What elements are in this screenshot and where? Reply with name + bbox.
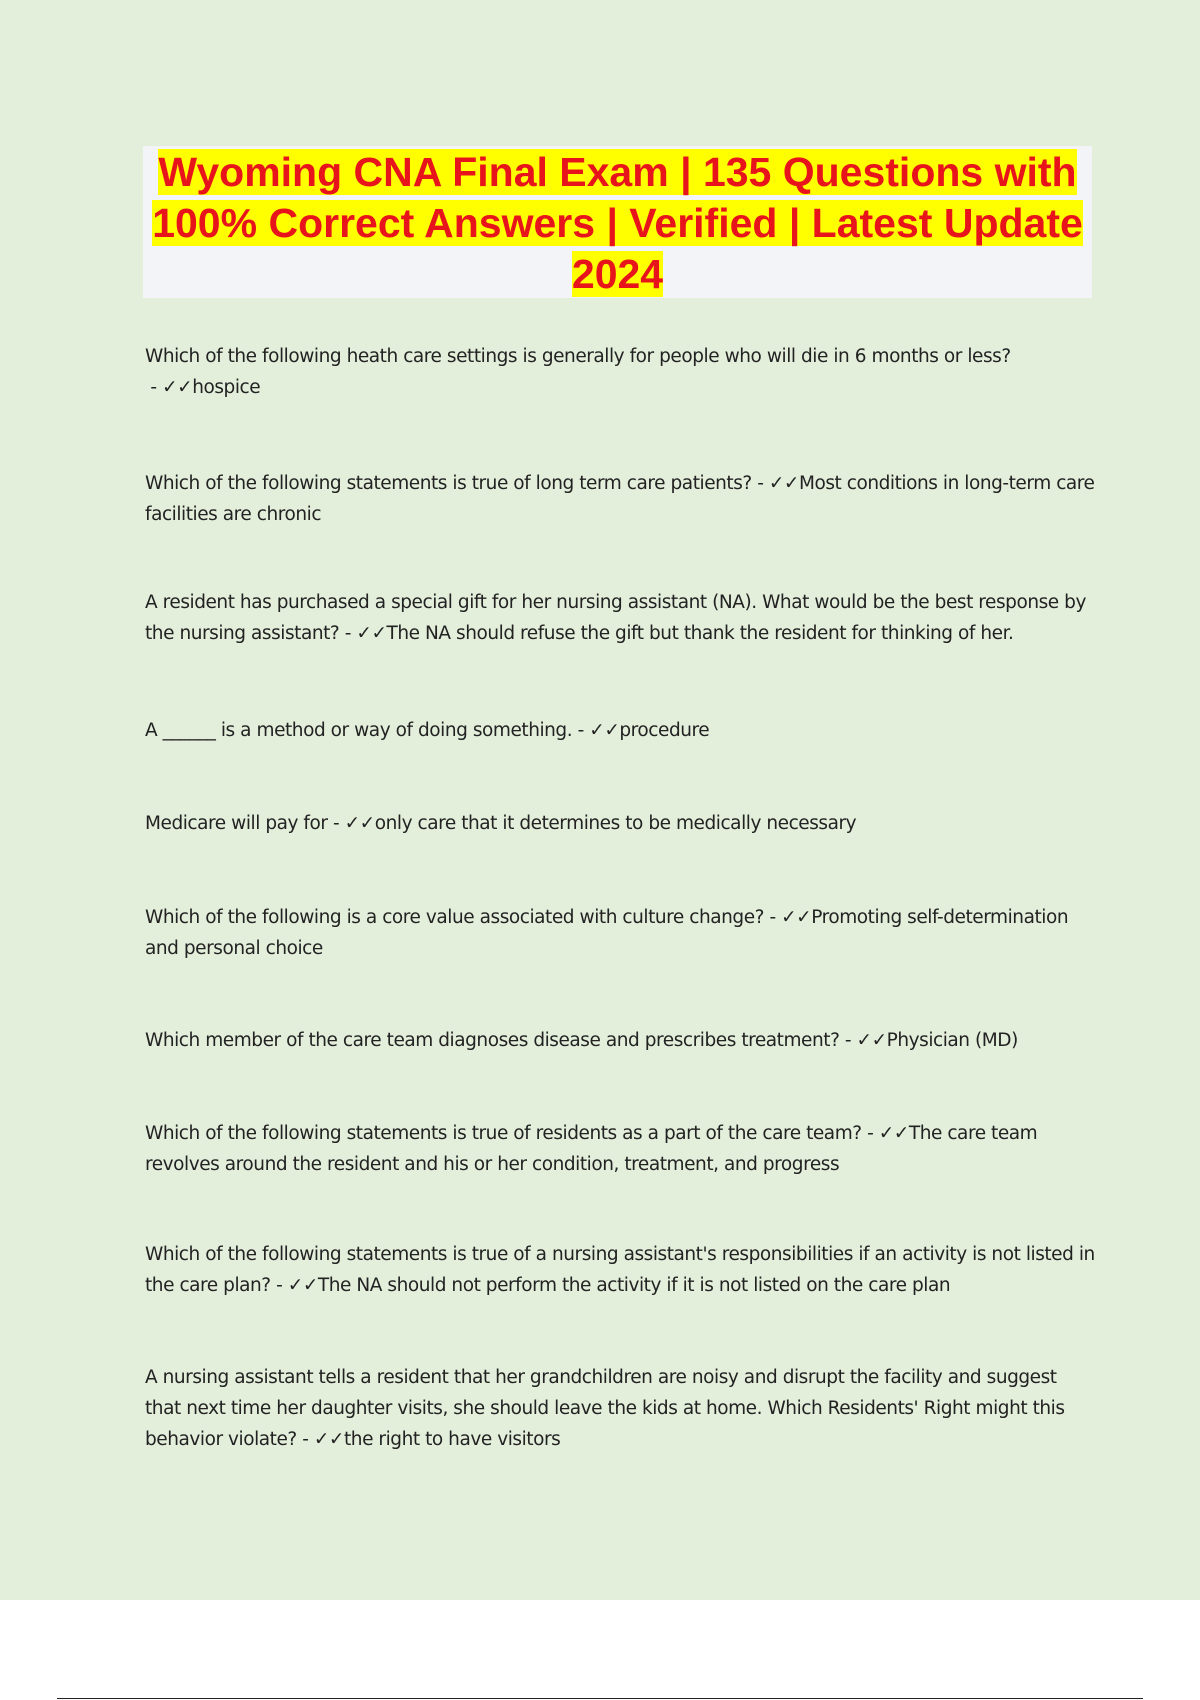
double-check-icon: ✓✓ [356, 623, 387, 644]
qa-separator: - [764, 907, 782, 928]
answer-text: Promoting self-determination and personal choice [145, 907, 1069, 959]
document-title [143, 146, 1092, 300]
qa-separator: - [839, 1030, 857, 1051]
answer-text: hospice [192, 377, 261, 398]
double-check-icon: ✓✓ [878, 1123, 909, 1144]
question-text: A resident has purchased a special gift for her nursing assistant (NA). What would be the best response by the nursing assistant? [145, 592, 1086, 644]
double-check-icon: ✓✓ [313, 1429, 344, 1450]
question-text: Which of the following statements is true of long term care patients? [145, 473, 752, 494]
qa-separator: - [327, 813, 345, 834]
answer-text: The NA should not perform the activity if it is not listed on the care plan [317, 1275, 951, 1296]
qa-separator: - [145, 377, 163, 398]
answer-text: Physician (MD) [886, 1030, 1018, 1051]
question-text: Which member of the care team diagnoses disease and prescribes treatment? [145, 1030, 840, 1051]
question-text: A nursing assistant tells a resident that her grandchildren are noisy and disrupt the facility and suggest that next time her daughter visits, she should leave the kids at home. Which Residents' Right might this behavior violate? [145, 1367, 1065, 1450]
qa-item-2 [145, 468, 1095, 530]
double-check-icon: ✓✓ [768, 473, 799, 494]
qa-item-3 [145, 587, 1095, 649]
qa-separator: - [751, 473, 769, 494]
double-check-icon: ✓✓ [162, 377, 193, 398]
title-highlight: Wyoming CNA Final Exam | 135 Questions with 100% Correct Answers | Verified | Latest Update 2024 [152, 149, 1083, 297]
qa-item-5 [145, 808, 1095, 839]
qa-item-10 [145, 1362, 1095, 1455]
qa-separator: - [572, 720, 590, 741]
answer-text: procedure [619, 720, 710, 741]
footer-divider [57, 1698, 1143, 1699]
question-text: Which of the following heath care settings is generally for people who will die in 6 months or less? [145, 346, 1011, 367]
qa-item-6 [145, 902, 1095, 964]
qa-separator: - [861, 1123, 879, 1144]
question-text: Which of the following statements is true of residents as a part of the care team? [145, 1123, 862, 1144]
question-text: A ______ is a method or way of doing something. [145, 720, 573, 741]
double-check-icon: ✓✓ [344, 813, 375, 834]
answer-text: only care that it determines to be medically necessary [374, 813, 857, 834]
qa-separator: - [296, 1429, 314, 1450]
answer-text: the right to have visitors [343, 1429, 561, 1450]
answer-text: Most conditions in long-term care facilities are chronic [145, 473, 1095, 525]
answer-text: The care team revolves around the resident and his or her condition, treatment, and progress [145, 1123, 1038, 1175]
title-box [143, 146, 1092, 298]
double-check-icon: ✓✓ [287, 1275, 318, 1296]
qa-item-9 [145, 1239, 1095, 1301]
question-text: Which of the following is a core value associated with culture change? [145, 907, 765, 928]
qa-item-8 [145, 1118, 1095, 1180]
qa-item-7 [145, 1025, 1095, 1056]
qa-separator: - [339, 623, 357, 644]
qa-item-1 [145, 341, 1095, 403]
qa-item-4 [145, 715, 1095, 746]
answer-text: The NA should refuse the gift but thank the resident for thinking of her. [386, 623, 1014, 644]
question-text: Which of the following statements is true of a nursing assistant's responsibilities if an activity is not listed in the care plan? [145, 1244, 1095, 1296]
double-check-icon: ✓✓ [589, 720, 620, 741]
question-text: Medicare will pay for [145, 813, 328, 834]
qa-separator: - [270, 1275, 288, 1296]
double-check-icon: ✓✓ [781, 907, 812, 928]
double-check-icon: ✓✓ [856, 1030, 887, 1051]
